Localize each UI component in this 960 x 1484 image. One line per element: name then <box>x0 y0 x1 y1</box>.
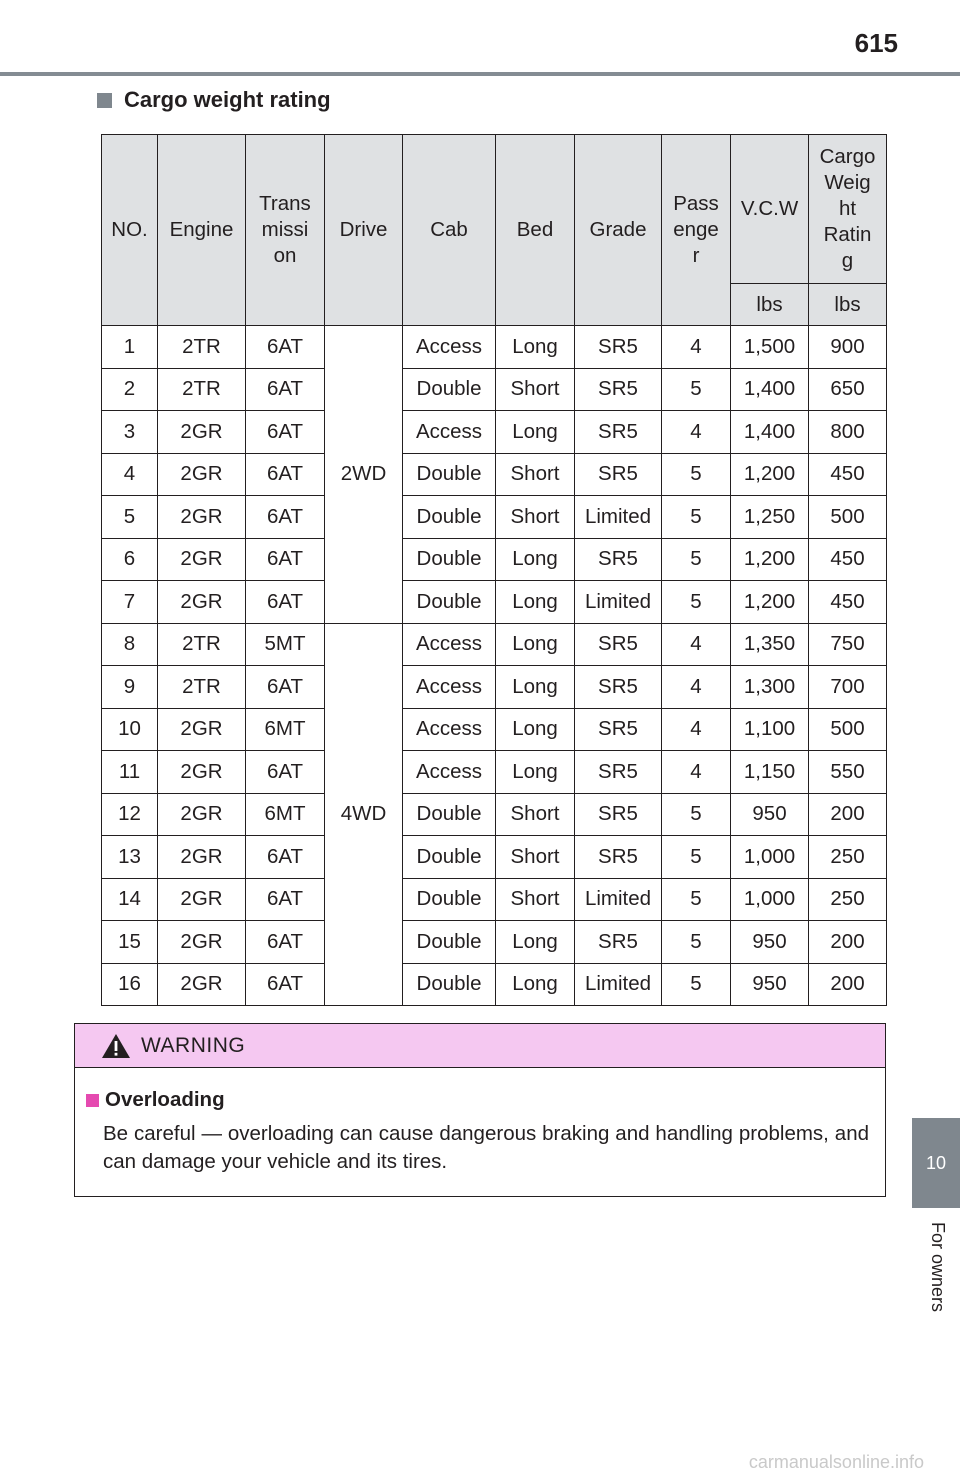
cell-cab: Double <box>403 368 496 411</box>
table-row <box>102 921 887 964</box>
header-cab: Cab <box>403 135 496 326</box>
cell-vcw: 1,100 <box>731 708 809 751</box>
cell-grade: SR5 <box>575 326 662 369</box>
cell-cargo-weight: 500 <box>809 496 887 539</box>
cell-vcw: 1,400 <box>731 368 809 411</box>
cell-transmission: 6AT <box>246 666 325 709</box>
cell-grade: SR5 <box>575 751 662 794</box>
cell-transmission: 6AT <box>246 751 325 794</box>
cell-transmission: 5MT <box>246 623 325 666</box>
cell-engine: 2GR <box>158 581 246 624</box>
cell-no: 10 <box>102 708 158 751</box>
cell-engine: 2GR <box>158 878 246 921</box>
cell-passenger: 5 <box>662 368 731 411</box>
cell-engine: 2GR <box>158 921 246 964</box>
table-row <box>102 581 887 624</box>
cell-engine: 2GR <box>158 538 246 581</box>
cell-grade: Limited <box>575 878 662 921</box>
cell-transmission: 6AT <box>246 836 325 879</box>
cell-bed: Short <box>496 368 575 411</box>
cell-cab: Double <box>403 453 496 496</box>
cell-vcw: 1,200 <box>731 538 809 581</box>
cell-engine: 2TR <box>158 368 246 411</box>
cell-passenger: 5 <box>662 453 731 496</box>
header-grade: Grade <box>575 135 662 326</box>
cell-cargo-weight: 500 <box>809 708 887 751</box>
cell-bed: Long <box>496 963 575 1006</box>
table-row <box>102 963 887 1006</box>
cell-transmission: 6AT <box>246 411 325 454</box>
table-row <box>102 411 887 454</box>
table-row <box>102 878 887 921</box>
cell-transmission: 6AT <box>246 368 325 411</box>
cell-no: 5 <box>102 496 158 539</box>
cell-passenger: 5 <box>662 538 731 581</box>
cell-engine: 2GR <box>158 453 246 496</box>
table-row <box>102 793 887 836</box>
cell-transmission: 6AT <box>246 326 325 369</box>
square-bullet-icon <box>97 93 112 108</box>
table-row <box>102 666 887 709</box>
cell-grade: SR5 <box>575 666 662 709</box>
chapter-title: For owners <box>928 1222 948 1313</box>
cell-cargo-weight: 450 <box>809 538 887 581</box>
cell-cab: Access <box>403 326 496 369</box>
cell-cargo-weight: 450 <box>809 453 887 496</box>
cell-grade: SR5 <box>575 453 662 496</box>
cell-vcw: 1,250 <box>731 496 809 539</box>
cell-cargo-weight: 200 <box>809 921 887 964</box>
cell-bed: Long <box>496 708 575 751</box>
cell-bed: Long <box>496 326 575 369</box>
cell-passenger: 4 <box>662 623 731 666</box>
cell-engine: 2GR <box>158 411 246 454</box>
table-row <box>102 836 887 879</box>
warning-subheading-text: Overloading <box>105 1088 225 1111</box>
cell-cab: Double <box>403 878 496 921</box>
warning-title: WARNING <box>141 1033 246 1057</box>
cell-vcw: 1,500 <box>731 326 809 369</box>
cell-bed: Long <box>496 411 575 454</box>
cell-transmission: 6AT <box>246 878 325 921</box>
cell-cargo-weight: 450 <box>809 581 887 624</box>
cell-bed: Short <box>496 793 575 836</box>
table-row <box>102 538 887 581</box>
table-row <box>102 496 887 539</box>
cell-cab: Double <box>403 921 496 964</box>
chapter-tab: 10 <box>912 1118 960 1208</box>
cell-bed: Short <box>496 836 575 879</box>
cell-engine: 2GR <box>158 708 246 751</box>
cell-bed: Short <box>496 878 575 921</box>
cell-vcw: 950 <box>731 793 809 836</box>
cell-passenger: 4 <box>662 411 731 454</box>
section-heading <box>97 87 331 113</box>
cell-transmission: 6AT <box>246 453 325 496</box>
warning-triangle-icon <box>101 1033 131 1059</box>
cell-passenger: 5 <box>662 878 731 921</box>
table-row <box>102 708 887 751</box>
cell-vcw: 1,000 <box>731 878 809 921</box>
cell-transmission: 6MT <box>246 708 325 751</box>
cell-cab: Double <box>403 538 496 581</box>
cell-cargo-weight: 650 <box>809 368 887 411</box>
header-drive: Drive <box>325 135 403 326</box>
square-bullet-icon <box>86 1094 99 1107</box>
cell-cargo-weight: 700 <box>809 666 887 709</box>
cell-no: 7 <box>102 581 158 624</box>
cell-no: 2 <box>102 368 158 411</box>
cell-passenger: 5 <box>662 921 731 964</box>
watermark: carmanualsonline.info <box>748 1452 924 1472</box>
table-row <box>102 453 887 496</box>
warning-subheading <box>86 1088 885 1112</box>
unit-cargo: lbs <box>809 284 887 326</box>
cell-no: 1 <box>102 326 158 369</box>
cell-transmission: 6AT <box>246 963 325 1006</box>
cell-transmission: 6AT <box>246 496 325 539</box>
cell-passenger: 5 <box>662 496 731 539</box>
cell-cab: Double <box>403 496 496 539</box>
cell-vcw: 1,400 <box>731 411 809 454</box>
cell-grade: SR5 <box>575 921 662 964</box>
table-row <box>102 326 887 369</box>
warning-box <box>74 1023 886 1197</box>
cell-grade: SR5 <box>575 623 662 666</box>
cell-grade: SR5 <box>575 538 662 581</box>
cell-bed: Long <box>496 921 575 964</box>
cell-grade: Limited <box>575 496 662 539</box>
cell-cab: Access <box>403 751 496 794</box>
cell-cab: Double <box>403 836 496 879</box>
cell-engine: 2GR <box>158 963 246 1006</box>
cell-cab: Access <box>403 708 496 751</box>
cell-no: 14 <box>102 878 158 921</box>
cell-vcw: 1,150 <box>731 751 809 794</box>
cell-cargo-weight: 200 <box>809 793 887 836</box>
cell-transmission: 6AT <box>246 581 325 624</box>
cell-passenger: 5 <box>662 793 731 836</box>
cell-bed: Long <box>496 623 575 666</box>
table-row <box>102 623 887 666</box>
cell-passenger: 4 <box>662 326 731 369</box>
table-body <box>102 326 887 1006</box>
section-title: Cargo weight rating <box>124 87 331 112</box>
cell-passenger: 5 <box>662 836 731 879</box>
cell-engine: 2TR <box>158 623 246 666</box>
cell-no: 12 <box>102 793 158 836</box>
header-engine: Engine <box>158 135 246 326</box>
cell-engine: 2TR <box>158 666 246 709</box>
cell-engine: 2GR <box>158 496 246 539</box>
cell-grade: SR5 <box>575 708 662 751</box>
cell-no: 11 <box>102 751 158 794</box>
cell-no: 13 <box>102 836 158 879</box>
cell-no: 6 <box>102 538 158 581</box>
cell-passenger: 5 <box>662 581 731 624</box>
cell-engine: 2GR <box>158 751 246 794</box>
cell-vcw: 950 <box>731 963 809 1006</box>
cell-cargo-weight: 200 <box>809 963 887 1006</box>
cell-no: 16 <box>102 963 158 1006</box>
cell-engine: 2GR <box>158 836 246 879</box>
cell-cab: Access <box>403 623 496 666</box>
cell-grade: Limited <box>575 581 662 624</box>
cell-engine: 2GR <box>158 793 246 836</box>
table-row <box>102 751 887 794</box>
cell-bed: Short <box>496 496 575 539</box>
header-vcw: V.C.W <box>731 135 809 284</box>
cell-no: 4 <box>102 453 158 496</box>
header-cargo-weight-rating: Cargo Weig ht Ratin g <box>809 135 887 284</box>
cell-passenger: 4 <box>662 666 731 709</box>
cell-bed: Long <box>496 666 575 709</box>
header-rule <box>0 72 960 76</box>
page-number: 615 <box>854 28 898 58</box>
cell-cab: Access <box>403 411 496 454</box>
cell-vcw: 1,350 <box>731 623 809 666</box>
cell-no: 9 <box>102 666 158 709</box>
cell-passenger: 4 <box>662 751 731 794</box>
cell-drive: 4WD <box>325 623 403 1006</box>
cell-vcw: 1,000 <box>731 836 809 879</box>
header-passenger: Pass enge r <box>662 135 731 326</box>
cell-no: 8 <box>102 623 158 666</box>
cell-cargo-weight: 250 <box>809 836 887 879</box>
cell-cargo-weight: 550 <box>809 751 887 794</box>
cell-grade: SR5 <box>575 411 662 454</box>
cell-bed: Long <box>496 538 575 581</box>
cell-vcw: 1,300 <box>731 666 809 709</box>
cell-vcw: 1,200 <box>731 453 809 496</box>
table-row <box>102 368 887 411</box>
cell-cargo-weight: 750 <box>809 623 887 666</box>
cell-bed: Short <box>496 453 575 496</box>
cell-transmission: 6AT <box>246 921 325 964</box>
cell-cab: Double <box>403 963 496 1006</box>
cell-passenger: 4 <box>662 708 731 751</box>
cell-passenger: 5 <box>662 963 731 1006</box>
unit-vcw: lbs <box>731 284 809 326</box>
header-bed: Bed <box>496 135 575 326</box>
cell-grade: SR5 <box>575 836 662 879</box>
cell-no: 3 <box>102 411 158 454</box>
header-transmission: Trans missi on <box>246 135 325 326</box>
cell-engine: 2TR <box>158 326 246 369</box>
warning-text: Be careful — overloading can cause dangerous braking and handling problems, and can damage your vehicle and its tires. <box>103 1122 869 1173</box>
cell-cargo-weight: 250 <box>809 878 887 921</box>
cell-no: 15 <box>102 921 158 964</box>
cell-cargo-weight: 800 <box>809 411 887 454</box>
cell-transmission: 6AT <box>246 538 325 581</box>
cell-transmission: 6MT <box>246 793 325 836</box>
cargo-weight-table <box>101 134 887 1006</box>
header-no: NO. <box>102 135 158 326</box>
cell-bed: Long <box>496 581 575 624</box>
cell-cab: Double <box>403 793 496 836</box>
cell-vcw: 950 <box>731 921 809 964</box>
warning-header <box>75 1024 885 1068</box>
cell-cab: Double <box>403 581 496 624</box>
cell-grade: SR5 <box>575 793 662 836</box>
cell-cab: Access <box>403 666 496 709</box>
cell-vcw: 1,200 <box>731 581 809 624</box>
cell-cargo-weight: 900 <box>809 326 887 369</box>
cell-bed: Long <box>496 751 575 794</box>
cell-drive: 2WD <box>325 326 403 624</box>
cell-grade: SR5 <box>575 368 662 411</box>
cell-grade: Limited <box>575 963 662 1006</box>
